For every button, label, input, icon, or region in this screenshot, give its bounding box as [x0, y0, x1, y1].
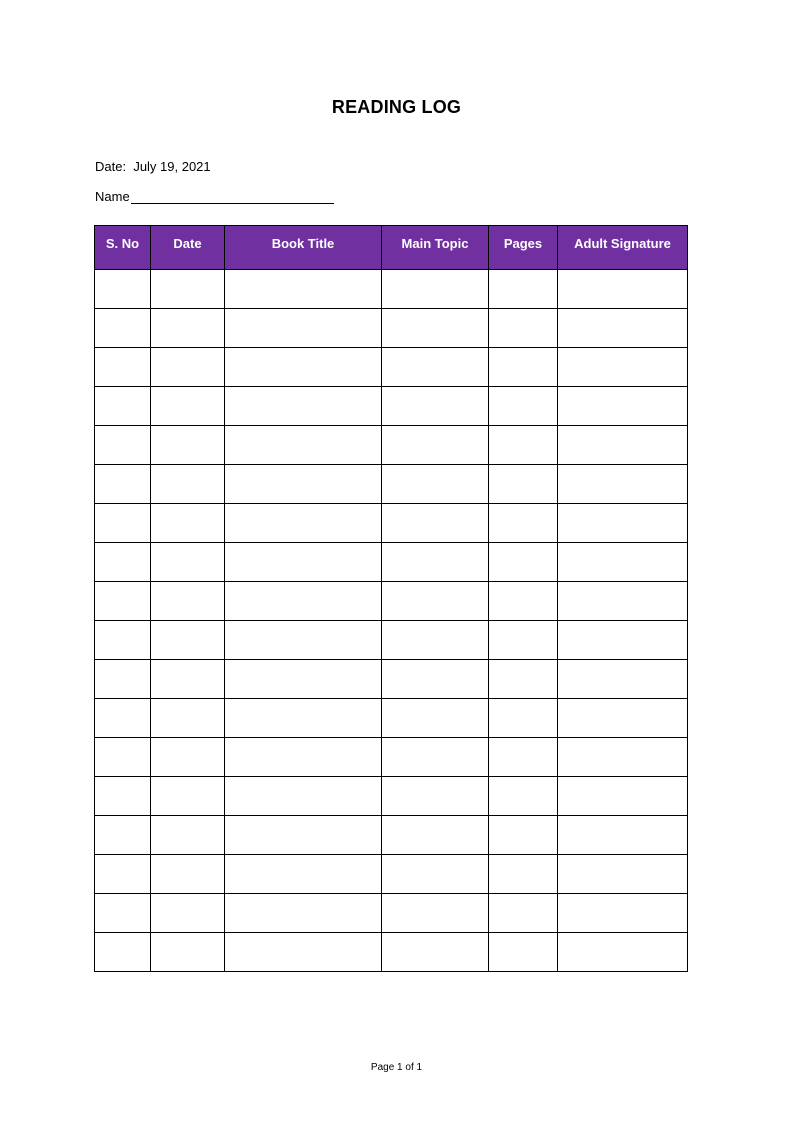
pages-cell[interactable] [489, 465, 558, 504]
date-cell[interactable] [151, 816, 225, 855]
pages-cell[interactable] [489, 660, 558, 699]
main-topic-cell[interactable] [382, 738, 489, 777]
date-cell[interactable] [151, 270, 225, 309]
main-topic-cell[interactable] [382, 270, 489, 309]
date-cell[interactable] [151, 738, 225, 777]
pages-cell[interactable] [489, 816, 558, 855]
table-row [95, 309, 688, 348]
date-cell[interactable] [151, 582, 225, 621]
date-line [95, 159, 211, 174]
serial-number-cell[interactable] [95, 777, 151, 816]
table-row [95, 621, 688, 660]
table-row [95, 426, 688, 465]
pages-cell[interactable] [489, 621, 558, 660]
reading-log-table [94, 225, 688, 972]
page-footer: Page 1 of 1 [370, 1062, 423, 1073]
adult-signature-cell[interactable] [558, 855, 688, 894]
book-title-cell[interactable] [225, 816, 382, 855]
table-row [95, 582, 688, 621]
main-topic-cell[interactable] [382, 348, 489, 387]
book-title-cell[interactable] [225, 309, 382, 348]
date-cell[interactable] [151, 504, 225, 543]
main-topic-cell[interactable] [382, 621, 489, 660]
serial-number-cell[interactable] [95, 660, 151, 699]
serial-number-cell[interactable] [95, 933, 151, 972]
adult-signature-cell[interactable] [558, 738, 688, 777]
name-blank-field[interactable] [131, 189, 334, 204]
serial-number-cell[interactable] [95, 738, 151, 777]
date-cell[interactable] [151, 855, 225, 894]
adult-signature-cell[interactable] [558, 933, 688, 972]
adult-signature-cell[interactable] [558, 582, 688, 621]
column-header-adult-signature: Adult Signature [558, 226, 688, 270]
main-topic-cell[interactable] [382, 855, 489, 894]
column-header-main-topic: Main Topic [382, 226, 489, 270]
table-row [95, 660, 688, 699]
date-cell[interactable] [151, 348, 225, 387]
table-row [95, 816, 688, 855]
book-title-cell[interactable] [225, 738, 382, 777]
column-header-serial-number: S. No [95, 226, 151, 270]
date-cell[interactable] [151, 387, 225, 426]
table-row [95, 387, 688, 426]
adult-signature-cell[interactable] [558, 699, 688, 738]
serial-number-cell[interactable] [95, 855, 151, 894]
table-row [95, 465, 688, 504]
table-row [95, 855, 688, 894]
adult-signature-cell[interactable] [558, 270, 688, 309]
book-title-cell[interactable] [225, 660, 382, 699]
pages-cell[interactable] [489, 387, 558, 426]
date-cell[interactable] [151, 777, 225, 816]
book-title-cell[interactable] [225, 270, 382, 309]
pages-cell[interactable] [489, 504, 558, 543]
adult-signature-cell[interactable] [558, 348, 688, 387]
column-header-book-title: Book Title [225, 226, 382, 270]
main-topic-cell[interactable] [382, 816, 489, 855]
table-row [95, 777, 688, 816]
serial-number-cell[interactable] [95, 348, 151, 387]
main-topic-cell[interactable] [382, 387, 489, 426]
main-topic-cell[interactable] [382, 543, 489, 582]
book-title-cell[interactable] [225, 348, 382, 387]
date-label: Date: [95, 159, 127, 174]
date-cell[interactable] [151, 933, 225, 972]
adult-signature-cell[interactable] [558, 777, 688, 816]
pages-cell[interactable] [489, 699, 558, 738]
book-title-cell[interactable] [225, 465, 382, 504]
main-topic-cell[interactable] [382, 777, 489, 816]
adult-signature-cell[interactable] [558, 465, 688, 504]
book-title-cell[interactable] [225, 582, 382, 621]
serial-number-cell[interactable] [95, 699, 151, 738]
table-row [95, 738, 688, 777]
pages-cell[interactable] [489, 582, 558, 621]
pages-cell[interactable] [489, 309, 558, 348]
adult-signature-cell[interactable] [558, 387, 688, 426]
main-topic-cell[interactable] [382, 582, 489, 621]
pages-cell[interactable] [489, 738, 558, 777]
book-title-cell[interactable] [225, 504, 382, 543]
serial-number-cell[interactable] [95, 387, 151, 426]
adult-signature-cell[interactable] [558, 504, 688, 543]
main-topic-cell[interactable] [382, 660, 489, 699]
adult-signature-cell[interactable] [558, 894, 688, 933]
serial-number-cell[interactable] [95, 504, 151, 543]
serial-number-cell[interactable] [95, 426, 151, 465]
date-cell[interactable] [151, 621, 225, 660]
serial-number-cell[interactable] [95, 270, 151, 309]
adult-signature-cell[interactable] [558, 426, 688, 465]
column-header-date: Date [151, 226, 225, 270]
table-row [95, 699, 688, 738]
book-title-cell[interactable] [225, 933, 382, 972]
pages-cell[interactable] [489, 933, 558, 972]
serial-number-cell[interactable] [95, 543, 151, 582]
adult-signature-cell[interactable] [558, 543, 688, 582]
table-body [95, 270, 688, 972]
name-label: Name [95, 189, 130, 204]
table-header-row [95, 226, 688, 270]
book-title-cell[interactable] [225, 855, 382, 894]
adult-signature-cell[interactable] [558, 621, 688, 660]
book-title-cell[interactable] [225, 543, 382, 582]
pages-cell[interactable] [489, 348, 558, 387]
column-header-pages: Pages [489, 226, 558, 270]
table-row [95, 543, 688, 582]
serial-number-cell[interactable] [95, 816, 151, 855]
date-cell[interactable] [151, 660, 225, 699]
pages-cell[interactable] [489, 426, 558, 465]
date-cell[interactable] [151, 894, 225, 933]
serial-number-cell[interactable] [95, 465, 151, 504]
pages-cell[interactable] [489, 894, 558, 933]
book-title-cell[interactable] [225, 777, 382, 816]
serial-number-cell[interactable] [95, 582, 151, 621]
main-topic-cell[interactable] [382, 309, 489, 348]
book-title-cell[interactable] [225, 387, 382, 426]
main-topic-cell[interactable] [382, 426, 489, 465]
adult-signature-cell[interactable] [558, 309, 688, 348]
main-topic-cell[interactable] [382, 894, 489, 933]
pages-cell[interactable] [489, 270, 558, 309]
date-cell[interactable] [151, 309, 225, 348]
table-row [95, 504, 688, 543]
table-row [95, 348, 688, 387]
serial-number-cell[interactable] [95, 309, 151, 348]
book-title-cell[interactable] [225, 699, 382, 738]
serial-number-cell[interactable] [95, 621, 151, 660]
main-topic-cell[interactable] [382, 465, 489, 504]
table-row [95, 894, 688, 933]
book-title-cell[interactable] [225, 621, 382, 660]
main-topic-cell[interactable] [382, 699, 489, 738]
table-row [95, 270, 688, 309]
main-topic-cell[interactable] [382, 933, 489, 972]
pages-cell[interactable] [489, 543, 558, 582]
page-title: READING LOG [331, 97, 462, 117]
pages-cell[interactable] [489, 855, 558, 894]
adult-signature-cell[interactable] [558, 816, 688, 855]
book-title-cell[interactable] [225, 426, 382, 465]
date-cell[interactable] [151, 426, 225, 465]
date-value: July 19, 2021 [133, 159, 211, 174]
main-topic-cell[interactable] [382, 504, 489, 543]
serial-number-cell[interactable] [95, 894, 151, 933]
table-row [95, 933, 688, 972]
date-cell[interactable] [151, 543, 225, 582]
date-cell[interactable] [151, 699, 225, 738]
book-title-cell[interactable] [225, 894, 382, 933]
pages-cell[interactable] [489, 777, 558, 816]
name-line [95, 189, 334, 204]
date-cell[interactable] [151, 465, 225, 504]
adult-signature-cell[interactable] [558, 660, 688, 699]
